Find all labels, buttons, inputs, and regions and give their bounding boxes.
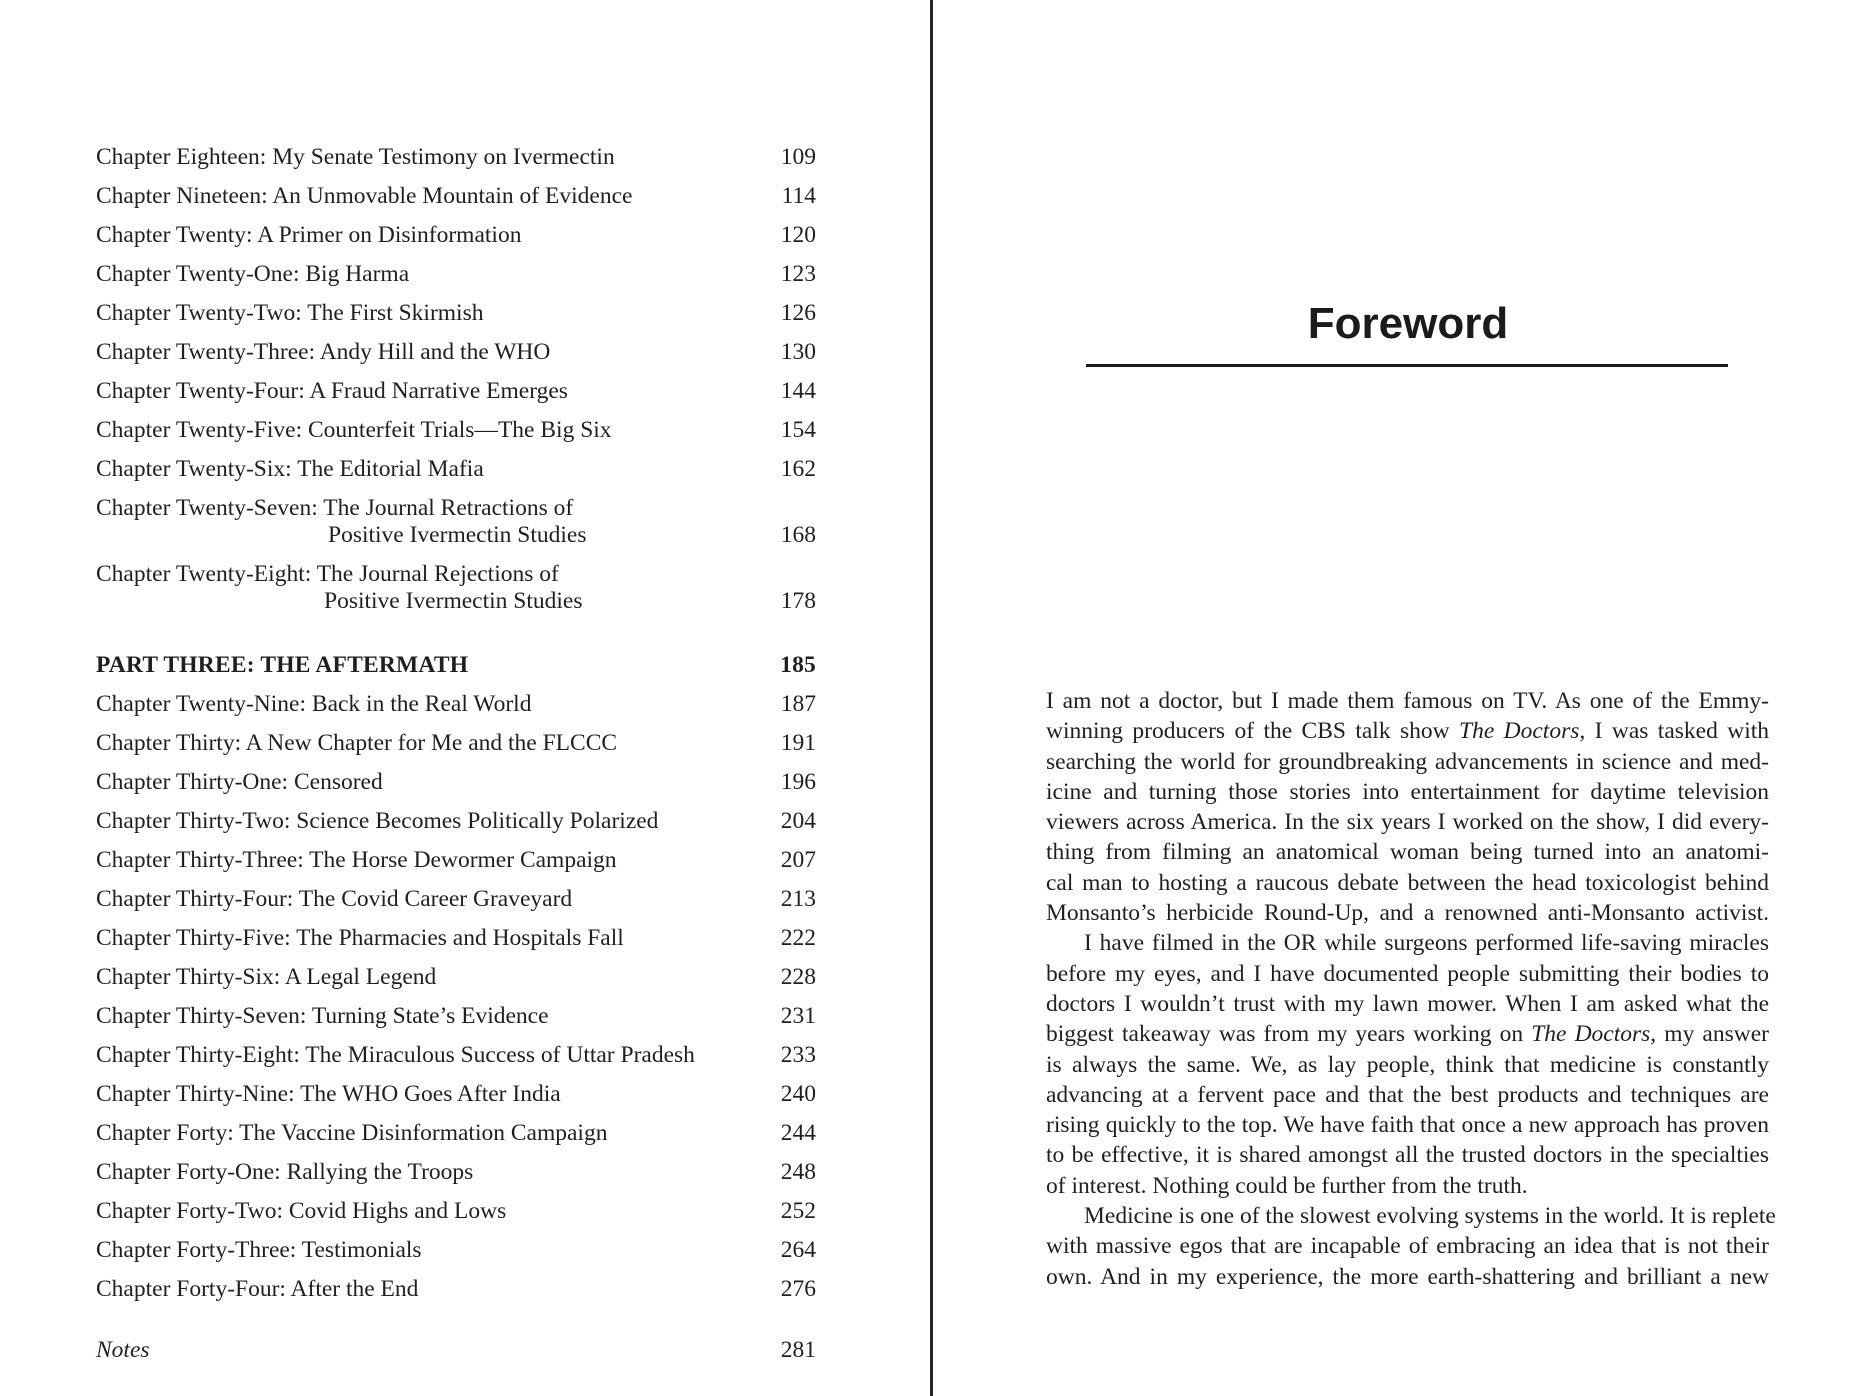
toc-entry-page: 126 xyxy=(780,300,816,326)
toc-entry[interactable] xyxy=(96,1030,816,1069)
toc-entry[interactable] xyxy=(96,679,816,718)
book-gutter-line xyxy=(930,0,933,1396)
toc-part-heading[interactable] xyxy=(96,640,816,679)
toc-entry-title: Chapter Twenty-Three: Andy Hill and the WHO xyxy=(96,339,551,365)
toc-entry-title: Chapter Thirty-Three: The Horse Dewormer Campaign xyxy=(96,847,617,873)
toc-entry-page: 144 xyxy=(780,378,816,404)
toc-entry-title: Chapter Nineteen: An Unmovable Mountain of Evidence xyxy=(96,183,633,209)
toc-entry-page: 244 xyxy=(780,1120,816,1146)
toc-entry-page: 196 xyxy=(780,769,816,795)
toc-entry-title: Chapter Twenty: A Primer on Disinformation xyxy=(96,222,522,248)
toc-notes-title: Notes xyxy=(96,1337,150,1363)
toc-entry-page: 248 xyxy=(780,1159,816,1185)
toc-entry[interactable] xyxy=(96,210,816,249)
toc-entry[interactable] xyxy=(96,444,816,483)
toc-part-title: PART THREE: THE AFTERMATH xyxy=(96,652,469,678)
toc-entry-page: 252 xyxy=(780,1198,816,1224)
toc-entry[interactable] xyxy=(96,1108,816,1147)
text-line: advancing at a fervent pace and that the best products and techniques are xyxy=(1046,1081,1769,1108)
table-of-contents xyxy=(96,132,816,1364)
foreword-body xyxy=(1046,686,1776,1292)
toc-entry[interactable] xyxy=(96,1069,816,1108)
text-line: I am not a doctor, but I made them famous on TV. As one of the Emmy- xyxy=(1046,688,1769,714)
toc-entry-page: 191 xyxy=(780,730,816,756)
toc-entry-page: 109 xyxy=(780,144,816,170)
text-line: thing from filming an anatomical woman being turned into an anatomi- xyxy=(1046,839,1769,866)
toc-entry-title: Chapter Thirty-Two: Science Becomes Politically Polarized xyxy=(96,808,659,834)
toc-entry-title: Chapter Eighteen: My Senate Testimony on Ivermectin xyxy=(96,144,615,170)
toc-entry-title: Chapter Twenty-Seven: The Journal Retractions of xyxy=(96,495,574,521)
toc-part-page: 185 xyxy=(780,652,816,678)
toc-entry-title: Chapter Forty-Three: Testimonials xyxy=(96,1237,422,1263)
text-line: rising quickly to the top. We have faith that once a new approach has proven xyxy=(1046,1112,1769,1139)
toc-entry-page: 228 xyxy=(780,964,816,990)
toc-entry-page: 178 xyxy=(780,588,816,614)
toc-entry[interactable] xyxy=(96,718,816,757)
toc-entry-page: 264 xyxy=(780,1237,816,1263)
toc-entry[interactable] xyxy=(96,796,816,835)
paragraph xyxy=(1046,1201,1776,1292)
paragraph xyxy=(1046,928,1769,1201)
toc-entry-page: 276 xyxy=(780,1276,816,1302)
toc-entry[interactable] xyxy=(96,405,816,444)
toc-entry-title: Chapter Forty: The Vaccine Disinformation Campaign xyxy=(96,1120,608,1146)
toc-entry-page: 130 xyxy=(780,339,816,365)
toc-entry[interactable] xyxy=(96,249,816,288)
text-line: Monsanto’s herbicide Round-Up, and a renowned anti-Monsanto activist. xyxy=(1046,900,1769,927)
toc-entry-title: Chapter Twenty-Six: The Editorial Mafia xyxy=(96,456,484,482)
text-line: searching the world for groundbreaking advancements in science and med- xyxy=(1046,748,1769,775)
toc-entry[interactable] xyxy=(96,366,816,405)
left-page xyxy=(0,0,930,1396)
toc-entry-title: Chapter Twenty-Two: The First Skirmish xyxy=(96,300,484,326)
toc-entry-title: Chapter Thirty-Eight: The Miraculous Success of Uttar Pradesh xyxy=(96,1042,695,1068)
foreword-title: Foreword xyxy=(1307,299,1509,348)
toc-entry-title: Chapter Thirty-One: Censored xyxy=(96,769,383,795)
toc-entry-title: Chapter Thirty-Seven: Turning State’s Evidence xyxy=(96,1003,549,1029)
show-title: The Doctors xyxy=(1459,718,1580,745)
toc-entry-title: Chapter Twenty-Nine: Back in the Real World xyxy=(96,691,532,717)
toc-entry-page: 154 xyxy=(780,417,816,443)
toc-entry-title: Chapter Twenty-One: Big Harma xyxy=(96,261,410,287)
toc-entry-title: Chapter Twenty-Five: Counterfeit Trials—The Big Six xyxy=(96,417,612,443)
toc-entry[interactable] xyxy=(96,874,816,913)
toc-entry[interactable] xyxy=(96,835,816,874)
toc-notes-page: 281 xyxy=(780,1337,816,1363)
text-line: winning producers of the CBS talk show The Doctors, I was tasked with xyxy=(1046,718,1770,745)
text-line: doctors I wouldn’t trust with my lawn mower. When I am asked what the xyxy=(1046,990,1769,1017)
toc-entry-title: Chapter Thirty-Nine: The WHO Goes After India xyxy=(96,1081,561,1107)
toc-entry-title-continued: Positive Ivermectin Studies xyxy=(324,588,583,614)
toc-entry-page: 114 xyxy=(781,183,816,209)
toc-entry[interactable] xyxy=(96,483,816,549)
toc-entry-title: Chapter Thirty-Six: A Legal Legend xyxy=(96,964,437,990)
toc-entry-page: 207 xyxy=(780,847,816,873)
toc-entry-title: Chapter Twenty-Eight: The Journal Rejections of xyxy=(96,561,559,587)
toc-entry-title: Chapter Forty-One: Rallying the Troops xyxy=(96,1159,474,1185)
toc-entry-page: 204 xyxy=(780,808,816,834)
toc-entry-title: Chapter Thirty-Five: The Pharmacies and Hospitals Fall xyxy=(96,925,624,951)
toc-entry-title: Chapter Forty-Four: After the End xyxy=(96,1276,419,1302)
toc-entry[interactable] xyxy=(96,549,816,615)
toc-entry-title: Chapter Forty-Two: Covid Highs and Lows xyxy=(96,1198,507,1224)
toc-entry-page: 233 xyxy=(780,1042,816,1068)
toc-entry-title: Chapter Twenty-Four: A Fraud Narrative Emerges xyxy=(96,378,568,404)
toc-entry[interactable] xyxy=(96,913,816,952)
toc-entry[interactable] xyxy=(96,1186,816,1225)
toc-entry[interactable] xyxy=(96,1147,816,1186)
toc-entry-page: 162 xyxy=(780,456,816,482)
toc-entry[interactable] xyxy=(96,1264,816,1303)
toc-entry-title: Chapter Thirty-Four: The Covid Career Graveyard xyxy=(96,886,573,912)
toc-entry[interactable] xyxy=(96,1225,816,1264)
text-line: of interest. Nothing could be further from the truth. xyxy=(1046,1172,1528,1199)
toc-entry[interactable] xyxy=(96,991,816,1030)
text-line: is always the same. We, as lay people, think that medicine is constantly xyxy=(1046,1051,1769,1078)
toc-entry-page: 240 xyxy=(780,1081,816,1107)
toc-entry[interactable] xyxy=(96,171,816,210)
toc-entry[interactable] xyxy=(96,132,816,171)
text-line: cal man to hosting a raucous debate between the head toxicologist behind xyxy=(1046,869,1769,896)
toc-entry-page: 213 xyxy=(780,886,816,912)
toc-entry-page: 222 xyxy=(780,925,816,951)
text-line: to be effective, it is shared amongst all the trusted doctors in the specialties xyxy=(1046,1142,1769,1169)
text-line: Medicine is one of the slowest evolving systems in the world. It is replete xyxy=(1084,1203,1776,1230)
toc-entry[interactable] xyxy=(96,952,816,991)
text-line: own. And in my experience, the more earth-shattering and brilliant a new xyxy=(1046,1263,1769,1290)
text-line: with massive egos that are incapable of embracing an idea that is not their xyxy=(1046,1233,1769,1260)
text-line: icine and turning those stories into entertainment for daytime television xyxy=(1046,778,1769,805)
toc-entry-page: 168 xyxy=(780,522,816,548)
toc-entry-page: 120 xyxy=(780,222,816,248)
toc-entry-page: 187 xyxy=(780,691,816,717)
title-underline-rule xyxy=(1086,364,1728,367)
paragraph xyxy=(1046,686,1769,928)
toc-entry-page: 231 xyxy=(780,1003,816,1029)
toc-notes[interactable] xyxy=(96,1325,816,1364)
text-line: biggest takeaway was from my years working on The Doctors, my answer xyxy=(1046,1021,1769,1048)
toc-entry[interactable] xyxy=(96,327,816,366)
toc-entry[interactable] xyxy=(96,288,816,327)
right-page xyxy=(934,0,1862,1396)
toc-entry[interactable] xyxy=(96,757,816,796)
text-line: viewers across America. In the six years I worked on the show, I did every- xyxy=(1046,809,1769,836)
toc-entry-title-continued: Positive Ivermectin Studies xyxy=(328,522,587,548)
toc-entry-page: 123 xyxy=(780,261,816,287)
toc-entry-title: Chapter Thirty: A New Chapter for Me and the FLCCC xyxy=(96,730,618,756)
show-title: The Doctors xyxy=(1531,1021,1651,1048)
text-line: before my eyes, and I have documented people submitting their bodies to xyxy=(1046,960,1769,987)
text-line: I have filmed in the OR while surgeons performed life-saving miracles xyxy=(1084,930,1769,957)
